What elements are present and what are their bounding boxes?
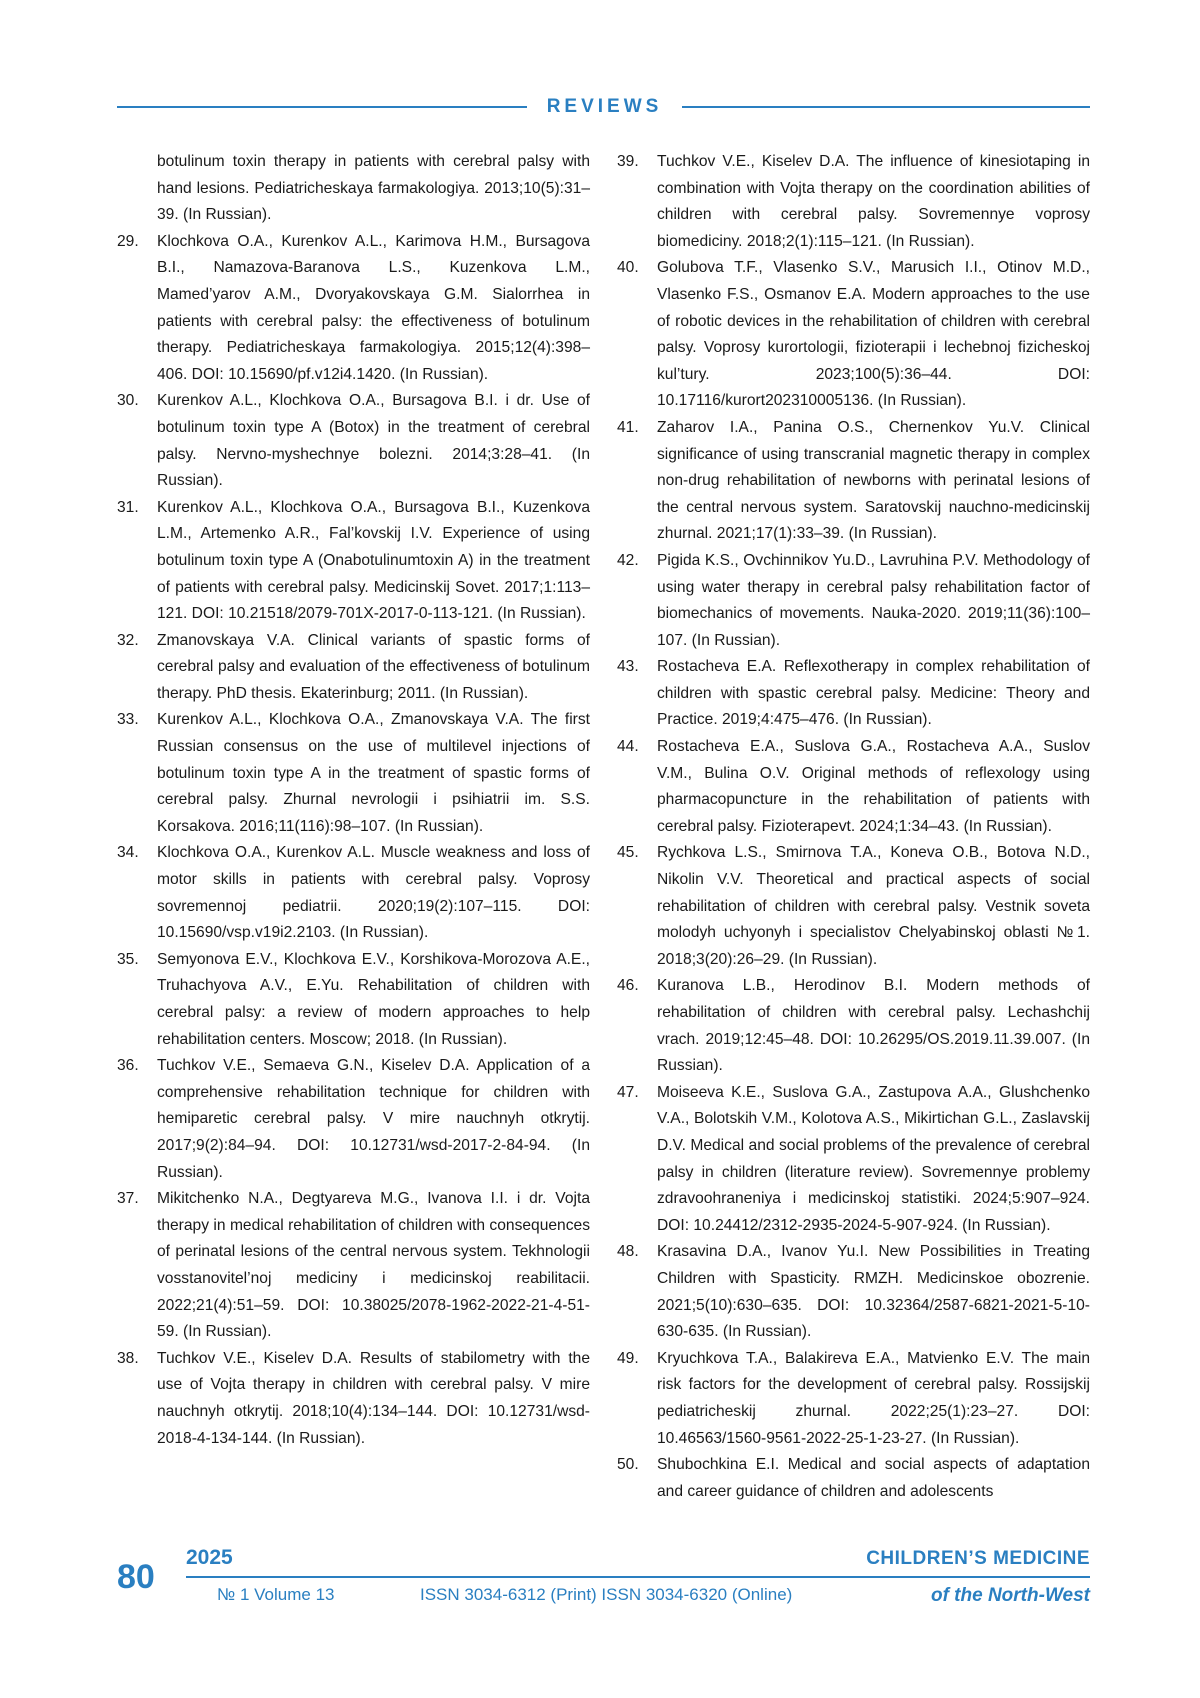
issn-line: ISSN 3034-6312 (Print) ISSN 3034-6320 (Online)	[420, 1585, 793, 1604]
reference-text: Mikitchenko N.A., Degtyareva M.G., Ivanova I.I. i dr. Vojta therapy in medical rehabilitation of children with consequences of perinatal lesions of the central nervous system. Tekhnologii vosstanovitel’noj mediciny i medicinskoj reabilitacii. 2022;21(4):51–59. DOI: 10.38025/2078-1962-2022-21-4-51-59. (In Russian).	[157, 1190, 590, 1341]
reference-text: Rostacheva E.A., Suslova G.A., Rostacheva A.A., Suslov V.M., Bulina O.V. Original methods of reflexology using pharmacopuncture in the rehabilitation of patients with cerebral palsy. Fizioterapevt. 2024;1:34–43. (In Russian).	[657, 738, 1090, 835]
reference-item	[117, 707, 590, 840]
reference-number: 50.	[617, 1456, 639, 1474]
reference-text: Golubova T.F., Vlasenko S.V., Marusich I.I., Otinov M.D., Vlasenko F.S., Osmanov E.A. Modern approaches to the use of robotic devices in the rehabilitation of children with cerebral palsy. Voprosy kurortologii, fizioterapii i lechebnoj fizicheskoj kul’tury. 2023;100(5):36–44. DOI: 10.17116/kurort202310005136. (In Russian).	[657, 259, 1090, 410]
reference-item	[617, 1346, 1090, 1452]
issue-volume: № 1 Volume 13	[217, 1585, 335, 1604]
reference-number: 42.	[617, 551, 639, 569]
reference-item	[617, 415, 1090, 548]
reference-number: 36.	[117, 1057, 139, 1075]
reference-item	[617, 840, 1090, 973]
reference-item	[617, 149, 1090, 255]
reference-number: 47.	[617, 1083, 639, 1101]
reference-number: 49.	[617, 1349, 639, 1367]
reference-text: Kuranova L.B., Herodinov B.I. Modern methods of rehabilitation of children with cerebral palsy. Lechashchij vrach. 2019;12:45–48. DOI: 10.26295/OS.2019.11.39.007. (In Russian).	[657, 977, 1090, 1075]
reference-item	[117, 1186, 590, 1346]
reference-number: 40.	[617, 259, 639, 277]
reference-number: 44.	[617, 738, 639, 756]
reference-item	[617, 255, 1090, 415]
reference-text: Rychkova L.S., Smirnova T.A., Koneva O.B., Botova N.D., Nikolin V.V. Theoretical and practical aspects of social rehabilitation of children with cerebral palsy. Vestnik soveta molodyh uchyonyh i specialistov Chelyabinskoj oblasti №1. 2018;3(20):26–29. (In Russian).	[657, 844, 1090, 968]
reference-number: 30.	[117, 392, 139, 410]
reference-text: Zaharov I.A., Panina O.S., Chernenkov Yu.V. Clinical significance of using transcranial magnetic therapy in complex non-drug rehabilitation of newborns with perinatal lesions of the central nervous system. Saratovskij nauchno-medicinskij zhurnal. 2021;17(1):33–39. (In Russian).	[657, 418, 1090, 543]
reference-number: 45.	[617, 844, 639, 862]
reference-number: 29.	[117, 232, 139, 250]
reference-item	[117, 495, 590, 628]
section-title: REVIEWS	[546, 96, 663, 117]
reference-item	[617, 1239, 1090, 1345]
reference-item	[117, 840, 590, 946]
reference-text: Semyonova E.V., Klochkova E.V., Korshikova-Morozova A.E., Truhachyova A.V., E.Yu. Rehabilitation of children with cerebral palsy: a review of modern approaches to help rehabilitation centers. Moscow; 2018. (In Russian).	[157, 950, 590, 1048]
reference-item	[117, 947, 590, 1053]
page-footer	[0, 1540, 1200, 1620]
header-rule-left	[117, 106, 527, 108]
reference-text: Tuchkov V.E., Semaeva G.N., Kiselev D.A. Application of a comprehensive rehabilitation technique for children with hemiparetic cerebral palsy. V mire nauchnyh otkrytij. 2017;9(2):84–94. DOI: 10.12731/wsd-2017-2-84-94. (In Russian).	[157, 1057, 590, 1181]
reference-item	[617, 973, 1090, 1079]
reference-text: Pigida K.S., Ovchinnikov Yu.D., Lavruhina P.V. Methodology of using water therapy in cerebral palsy rehabilitation factor of biomechanics of movements. Nauka-2020. 2019;11(36):100–107. (In Russian).	[657, 551, 1090, 649]
reference-text: Krasavina D.A., Ivanov Yu.I. New Possibilities in Treating Children with Spasticity. RMZH. Medicinskoe obozrenie. 2021;5(10):630–635. DOI: 10.32364/2587-6821-2021-5-10-630-635. (In Russian).	[657, 1243, 1090, 1341]
reference-text: Kurenkov A.L., Klochkova O.A., Bursagova B.I., Kuzenkova L.M., Artemenko A.R., Fal’kovskij I.V. Experience of using botulinum toxin type A (Onabotulinumtoxin A) in the treatment of patients with cerebral palsy. Medicinskij Sovet. 2017;1:113–121. DOI: 10.21518/2079-701X-2017-0-113-121. (In Russian).	[157, 498, 590, 623]
reference-text: Tuchkov V.E., Kiselev D.A. The influence of kinesiotaping in combination with Vojta therapy on the coordination abilities of children with cerebral palsy. Sovremennye voprosy biomediciny. 2018;2(1):115–121. (In Russian).	[657, 153, 1090, 250]
reference-item	[117, 628, 590, 708]
reference-number: 41.	[617, 418, 639, 436]
reference-text: botulinum toxin therapy in patients with cerebral palsy with hand lesions. Pediatricheskaya farmakologiya. 2013;10(5):31–39. (In Russian).	[157, 153, 590, 224]
reference-number: 31.	[117, 498, 139, 516]
page-number: 80	[117, 1558, 155, 1596]
reference-number: 38.	[117, 1349, 139, 1367]
reference-text: Tuchkov V.E., Kiselev D.A. Results of stabilometry with the use of Vojta therapy in children with cerebral palsy. V mire nauchnyh otkrytij. 2018;10(4):134–144. DOI: 10.12731/wsd-2018-4-134-144. (In Russian).	[157, 1349, 590, 1447]
header-rule-right	[682, 106, 1090, 108]
reference-item	[617, 1452, 1090, 1505]
reference-text: Zmanovskaya V.A. Clinical variants of spastic forms of cerebral palsy and evaluation of the effectiveness of botulinum therapy. PhD thesis. Ekaterinburg; 2011. (In Russian).	[157, 631, 590, 702]
reference-text: Klochkova O.A., Kurenkov A.L., Karimova H.M., Bursagova B.I., Namazova-Baranova L.S., Kuzenkova L.M., Mamed’yarov A.M., Dvoryakovskaya G.M. Sialorrhea in patients with cerebral palsy: the effectiveness of botulinum therapy. Pediatricheskaya farmakologiya. 2015;12(4):398–406. DOI: 10.15690/pf.v12i4.1420. (In Russian).	[157, 232, 590, 383]
reference-item	[617, 734, 1090, 840]
reference-item	[117, 1346, 590, 1452]
reference-number: 32.	[117, 631, 139, 649]
reference-item	[117, 1053, 590, 1186]
reference-number: 37.	[117, 1190, 139, 1208]
reference-text: Kryuchkova T.A., Balakireva E.A., Matvienko E.V. The main risk factors for the development of cerebral palsy. Rossijskij pediatricheskij zhurnal. 2022;25(1):23–27. DOI: 10.46563/1560-9561-2022-25-1-23-27. (In Russian).	[657, 1349, 1090, 1447]
reference-text: Shubochkina E.I. Medical and social aspects of adaptation and career guidance of children and adolescents	[657, 1456, 1090, 1500]
journal-title: CHILDREN’S MEDICINE	[866, 1548, 1090, 1569]
reference-text: Kurenkov A.L., Klochkova O.A., Zmanovskaya V.A. The first Russian consensus on the use of multilevel injections of botulinum toxin type A in the treatment of spastic forms of cerebral palsy. Zhurnal nevrologii i psihiatrii im. S.S. Korsakova. 2016;11(116):98–107. (In Russian).	[157, 711, 590, 835]
journal-subtitle: of the North-West	[930, 1585, 1090, 1606]
page-header	[117, 96, 1090, 118]
reference-number: 35.	[117, 950, 139, 968]
reference-number: 39.	[617, 153, 639, 170]
reference-item	[617, 1080, 1090, 1240]
reference-item	[617, 548, 1090, 654]
reference-text: Kurenkov A.L., Klochkova O.A., Bursagova B.I. i dr. Use of botulinum toxin type A (Botox) in the treatment of cerebral palsy. Nervno-myshechnye bolezni. 2014;3:28–41. (In Russian).	[157, 392, 590, 490]
issue-year: 2025	[186, 1546, 233, 1569]
references-right-column	[617, 149, 1090, 1505]
reference-number: 43.	[617, 658, 639, 676]
reference-item	[117, 149, 590, 229]
reference-number: 46.	[617, 977, 639, 995]
reference-item	[117, 388, 590, 494]
reference-text: Klochkova O.A., Kurenkov A.L. Muscle weakness and loss of motor skills in patients with cerebral palsy. Voprosy sovremennoj pediatrii. 2020;19(2):107–115. DOI: 10.15690/vsp.v19i2.2103. (In Russian).	[157, 844, 590, 942]
reference-number: 33.	[117, 711, 139, 729]
reference-number: 48.	[617, 1243, 639, 1261]
reference-item	[117, 229, 590, 389]
reference-item	[617, 654, 1090, 734]
reference-text: Rostacheva E.A. Reflexotherapy in complex rehabilitation of children with spastic cerebral palsy. Medicine: Theory and Practice. 2019;4:475–476. (In Russian).	[657, 658, 1090, 729]
reference-text: Moiseeva K.E., Suslova G.A., Zastupova A.A., Glushchenko V.A., Bolotskih V.M., Kolotova A.S., Mikirtichan G.L., Zaslavskij D.V. Medical and social problems of the prevalence of cerebral palsy in children (literature review). Sovremennye problemy zdravoohraneniya i medicinskoj statistiki. 2024;5:907–924. DOI: 10.24412/2312-2935-2024-5-907-924. (In Russian).	[657, 1083, 1090, 1234]
references-left-column	[117, 149, 590, 1452]
reference-number: 34.	[117, 844, 139, 862]
footer-rule	[186, 1576, 1090, 1578]
